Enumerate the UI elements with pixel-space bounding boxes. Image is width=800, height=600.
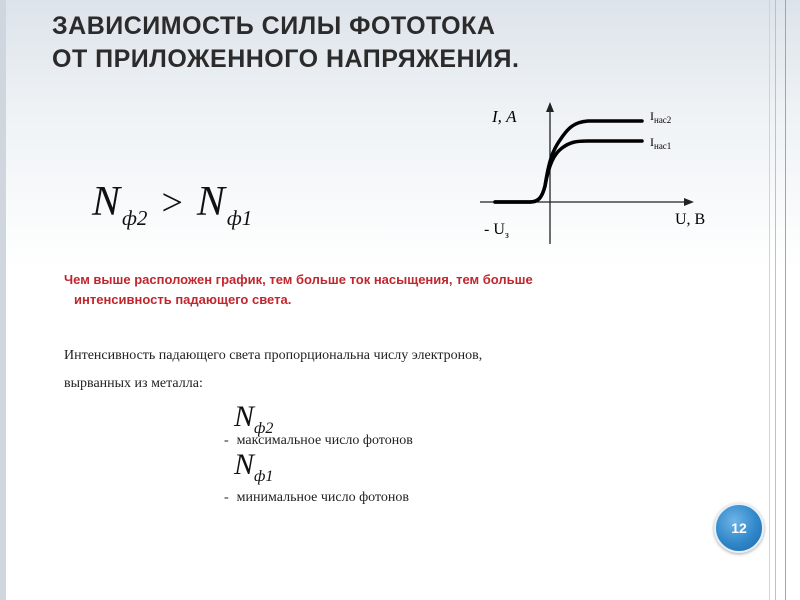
max-photons-text: максимальное число фотонов [236,433,413,448]
curve-lower-subscript: нас1 [654,141,672,151]
curve-upper-subscript: нас2 [654,115,672,125]
slide-right-border-3 [769,0,770,600]
slide-title [52,10,612,76]
page-number-badge [714,503,764,553]
curve-lower-i: I [650,135,654,149]
saturation-note-line-1: Чем выше расположен график, тем больше ток насыщения, тем больше [64,272,533,287]
n-symbol-left: N [92,179,121,225]
n-photon-1-subscript: ф1 [254,468,274,485]
y-axis-arrow [546,102,554,112]
min-photons-dash: - [224,490,229,505]
saturation-note [64,270,664,310]
n-photon-2-subscript: ф2 [254,420,274,437]
title-line-1: ЗАВИСИМОСТЬ СИЛЫ ФОТОТОКА [52,12,496,40]
slide-left-border [0,0,6,600]
n-photon-2-letter: N [234,400,255,433]
min-photons-text: минимальное число фотонов [236,490,410,505]
intensity-paragraph-line-1: Интенсивность падающего света пропорциональна числу электронов, [64,348,483,363]
curve-saturation-2 [495,121,642,202]
max-photons-dash: - [224,433,229,448]
title-line-2: ОТ ПРИЛОЖЕННОГО НАПРЯЖЕНИЯ. [52,45,520,73]
x-axis-arrow [684,198,694,206]
n-photon-1-symbol [234,448,274,485]
neg-voltage-text: - U [484,221,505,238]
curve-lower-label [650,135,671,151]
n-symbol-right: N [196,179,225,225]
max-photons-item [224,433,413,449]
slide-right-border-2 [775,0,776,600]
x-axis-label: U, В [675,211,706,228]
neg-voltage-label [484,221,509,241]
page-number: 12 [731,520,747,536]
neg-voltage-subscript: з [504,230,509,241]
slide-right-border [785,0,786,600]
saturation-note-line-2: интенсивность падающего света. [74,292,292,307]
photocurrent-graph [470,98,720,248]
n-photon-2-symbol [234,400,274,437]
y-axis-label: I, А [492,107,517,126]
greater-than-sign: > [161,182,183,224]
photon-inequality [92,178,253,230]
min-photons-item [224,490,409,506]
intensity-paragraph-line-2: вырванных из металла: [64,376,203,391]
curve-upper-i: I [650,109,654,123]
n-subscript-right: ф1 [226,206,253,230]
n-photon-1-letter: N [234,448,255,481]
curve-upper-label [650,109,671,125]
curve-saturation-1 [495,141,642,202]
n-subscript-left: ф2 [122,206,148,230]
